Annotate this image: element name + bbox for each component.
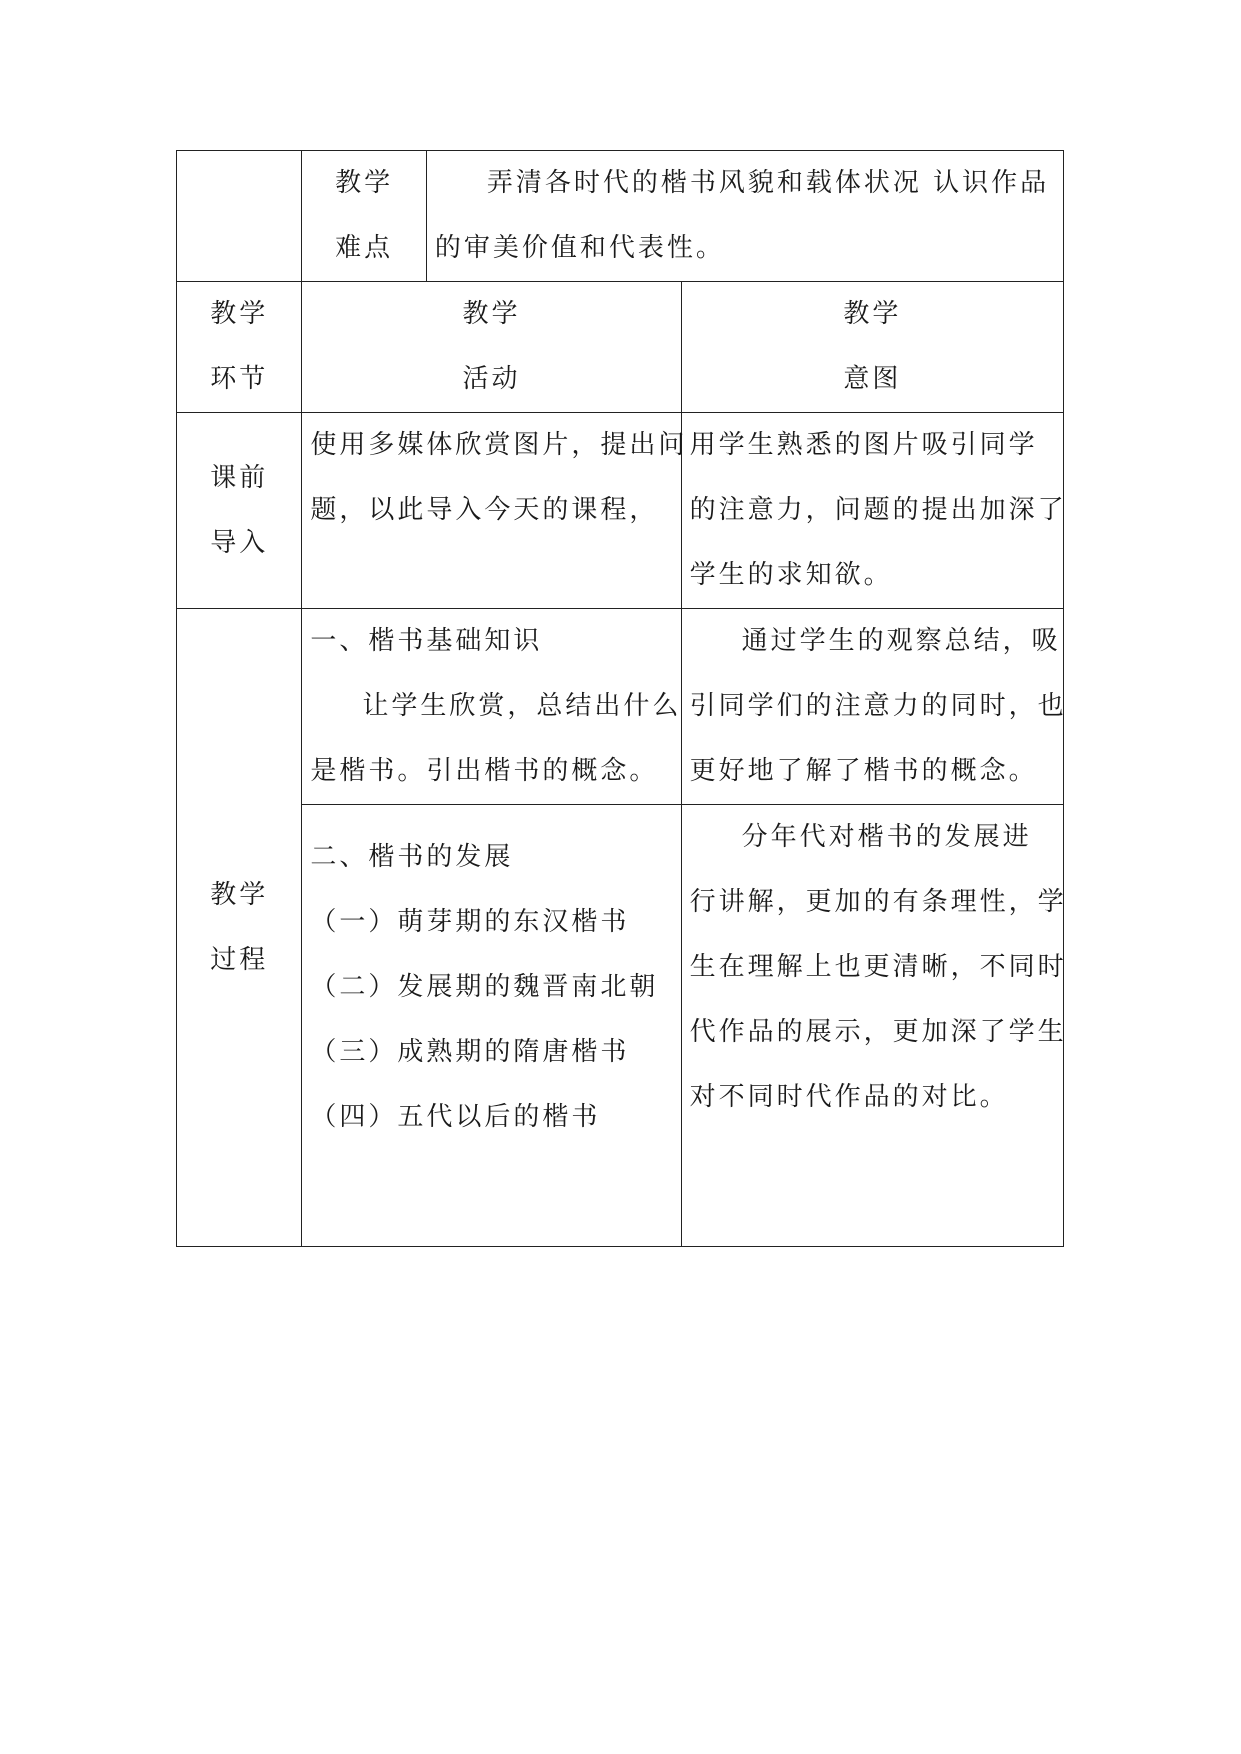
process-part2-intent-line5: 对不同时代作品的对比。 xyxy=(689,1082,1009,1112)
intro-intent-line3: 学生的求知欲。 xyxy=(689,560,893,590)
process-part2-activity-cell xyxy=(302,805,681,1247)
process-part2-intent-line2: 行讲解，更加的有条理性，学 xyxy=(689,887,1067,917)
process-part1-heading: 一、楷书基础知识 xyxy=(310,626,543,656)
difficulty-label-line1: 教学 xyxy=(335,168,394,198)
intro-intent-line2: 的注意力，问题的提出加深了 xyxy=(689,495,1067,525)
process-row-1 xyxy=(177,609,1064,805)
intro-activity-line1: 使用多媒体欣赏图片，提出问 xyxy=(310,430,688,460)
process-part1-intent-line2: 引同学们的注意力的同时，也 xyxy=(689,691,1067,721)
difficulty-label-cell xyxy=(302,151,426,282)
intro-section-line2: 导入 xyxy=(210,527,269,558)
header-intent-line2: 意图 xyxy=(843,364,902,394)
header-activity-line1: 教学 xyxy=(462,299,521,329)
process-part2-item-3: （三）成熟期的隋唐楷书 xyxy=(310,1037,630,1067)
header-section-line2: 环节 xyxy=(210,364,269,394)
intro-section-cell xyxy=(177,413,302,609)
process-part1-intent-line3: 更好地了解了楷书的概念。 xyxy=(689,756,1038,786)
process-part2-intent-line1: 分年代对楷书的发展进 xyxy=(741,822,1032,852)
header-section-line1: 教学 xyxy=(210,299,269,329)
process-part1-activity-cell xyxy=(302,609,681,805)
intro-row xyxy=(177,413,1064,609)
difficulty-row xyxy=(177,151,1064,282)
header-row xyxy=(177,282,1064,413)
process-part1-text-line1: 让学生欣赏，总结出什么 xyxy=(362,691,682,721)
intro-section-line1: 课前 xyxy=(210,462,269,493)
process-part2-intent-cell xyxy=(681,805,1067,1247)
header-section-cell xyxy=(177,282,302,413)
intro-intent-line1: 用学生熟悉的图片吸引同学 xyxy=(689,430,1038,460)
difficulty-content-line2: 的审美价值和代表性。 xyxy=(434,233,725,263)
difficulty-label-line2: 难点 xyxy=(335,233,394,263)
process-row-2 xyxy=(177,805,1064,1247)
process-part2-heading: 二、楷书的发展 xyxy=(310,842,514,872)
process-part2-item-4: （四）五代以后的楷书 xyxy=(310,1102,601,1132)
lesson-plan-table xyxy=(176,150,1067,1247)
process-part2-item-1: （一）萌芽期的东汉楷书 xyxy=(310,907,630,937)
process-part2-intent-line3: 生在理解上也更清晰，不同时 xyxy=(689,952,1067,982)
empty-cell xyxy=(177,151,302,282)
process-part1-intent-line1: 通过学生的观察总结，吸 xyxy=(741,626,1061,656)
process-part2-item-2: （二）发展期的魏晋南北朝 xyxy=(310,972,659,1002)
difficulty-content-cell xyxy=(426,151,1063,282)
process-part1-intent-cell xyxy=(681,609,1067,805)
process-section-line1: 教学 xyxy=(210,879,269,910)
intro-intent-cell xyxy=(681,413,1067,609)
intro-activity-cell xyxy=(302,413,688,609)
header-activity-cell xyxy=(302,282,681,413)
difficulty-content-line1: 弄清各时代的楷书风貌和载体状况 认识作品 xyxy=(486,168,1050,198)
header-intent-cell xyxy=(681,282,1063,413)
process-part2-intent-line4: 代作品的展示，更加深了学生 xyxy=(689,1017,1067,1047)
process-section-line2: 过程 xyxy=(210,944,269,975)
header-activity-line2: 活动 xyxy=(462,364,521,394)
process-section-cell xyxy=(177,609,302,1247)
intro-activity-line2: 题，以此导入今天的课程， xyxy=(310,495,659,525)
header-intent-line1: 教学 xyxy=(843,299,902,329)
process-part1-text-line2: 是楷书。引出楷书的概念。 xyxy=(310,756,659,786)
